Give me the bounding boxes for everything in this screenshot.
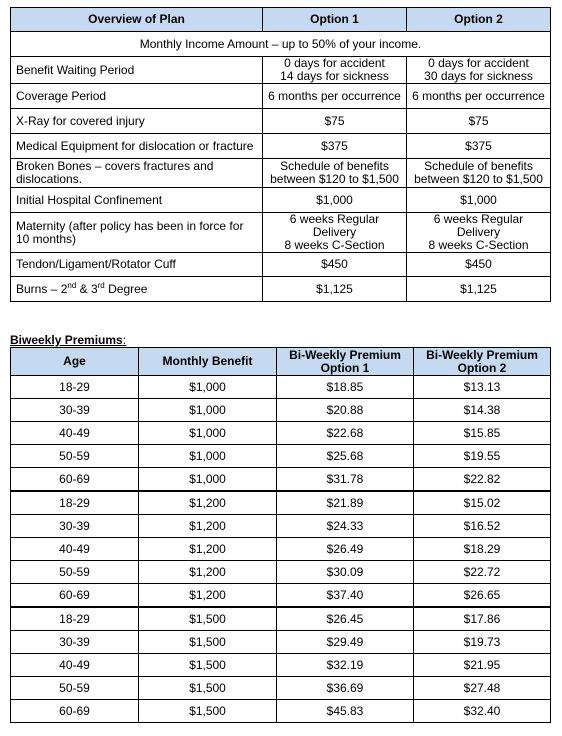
plan-row-label: Initial Hospital Confinement bbox=[11, 188, 263, 213]
premium-option-1: $36.69 bbox=[277, 677, 414, 700]
plan-row-option-1: $1,125 bbox=[263, 277, 407, 302]
burns-label-sup-rd: rd bbox=[97, 280, 105, 290]
premiums-title-text: Biweekly Premiums bbox=[10, 333, 123, 347]
premium-age: 60-69 bbox=[11, 584, 139, 608]
plan-row-option-2: 0 days for accident 30 days for sickness bbox=[407, 57, 551, 84]
premium-monthly-benefit: $1,500 bbox=[139, 677, 277, 700]
plan-row-label: X-Ray for covered injury bbox=[11, 109, 263, 134]
premium-option-1: $30.09 bbox=[277, 561, 414, 584]
premium-option-2: $19.73 bbox=[414, 631, 551, 654]
premium-option-2: $18.29 bbox=[414, 538, 551, 561]
premium-row bbox=[11, 654, 551, 677]
premium-option-2: $26.65 bbox=[414, 584, 551, 608]
plan-row-option-2: $1,125 bbox=[407, 277, 551, 302]
premium-monthly-benefit: $1,500 bbox=[139, 700, 277, 723]
plan-row bbox=[11, 134, 551, 159]
plan-row-option-2: $450 bbox=[407, 253, 551, 277]
premium-monthly-benefit: $1,000 bbox=[139, 399, 277, 422]
premium-monthly-benefit: $1,200 bbox=[139, 584, 277, 608]
premium-age: 18-29 bbox=[11, 376, 139, 399]
premium-row bbox=[11, 376, 551, 399]
burns-label-mid: & 3 bbox=[76, 281, 98, 296]
plan-row-label: Medical Equipment for dislocation or fracture bbox=[11, 134, 263, 159]
premium-option-1: $26.49 bbox=[277, 538, 414, 561]
premium-monthly-benefit: $1,200 bbox=[139, 538, 277, 561]
plan-row-option-1: $450 bbox=[263, 253, 407, 277]
premium-row bbox=[11, 700, 551, 723]
premium-option-2: $21.95 bbox=[414, 654, 551, 677]
premium-age: 40-49 bbox=[11, 654, 139, 677]
plan-row-option-1: 6 months per occurrence bbox=[263, 84, 407, 109]
biweekly-premiums-table bbox=[10, 347, 551, 723]
premium-row bbox=[11, 399, 551, 422]
premium-option-1: $37.40 bbox=[277, 584, 414, 608]
plan-row-burns bbox=[11, 277, 551, 302]
premium-age: 40-49 bbox=[11, 538, 139, 561]
premium-option-1: $26.45 bbox=[277, 607, 414, 631]
burns-label-suffix: Degree bbox=[104, 281, 148, 296]
premium-option-2: $15.02 bbox=[414, 491, 551, 515]
premium-option-2: $17.86 bbox=[414, 607, 551, 631]
plan-row-option-2: 6 months per occurrence bbox=[407, 84, 551, 109]
burns-label-sup-nd: nd bbox=[67, 280, 77, 290]
premium-option-2: $19.55 bbox=[414, 445, 551, 468]
premium-option-1: $29.49 bbox=[277, 631, 414, 654]
premium-monthly-benefit: $1,200 bbox=[139, 491, 277, 515]
plan-row-option-2: $75 bbox=[407, 109, 551, 134]
plan-row-label bbox=[11, 277, 263, 302]
premium-row bbox=[11, 607, 551, 631]
premium-monthly-benefit: $1,000 bbox=[139, 445, 277, 468]
premium-age: 30-39 bbox=[11, 399, 139, 422]
premium-option-2: $14.38 bbox=[414, 399, 551, 422]
premium-option-2: $32.40 bbox=[414, 700, 551, 723]
premium-age: 30-39 bbox=[11, 515, 139, 538]
plan-header-option-2: Option 2 bbox=[407, 8, 551, 32]
plan-overview-table bbox=[10, 7, 551, 302]
plan-note-row bbox=[11, 32, 551, 57]
premium-row bbox=[11, 468, 551, 492]
premium-option-2: $16.52 bbox=[414, 515, 551, 538]
plan-row-label: Coverage Period bbox=[11, 84, 263, 109]
premium-age: 18-29 bbox=[11, 607, 139, 631]
premium-option-2: $22.72 bbox=[414, 561, 551, 584]
premium-row bbox=[11, 445, 551, 468]
premium-monthly-benefit: $1,200 bbox=[139, 515, 277, 538]
premium-monthly-benefit: $1,500 bbox=[139, 654, 277, 677]
premiums-header-row bbox=[11, 348, 551, 376]
premium-age: 40-49 bbox=[11, 422, 139, 445]
premiums-header-option-1: Bi-Weekly Premium Option 1 bbox=[277, 348, 414, 376]
plan-row-label: Benefit Waiting Period bbox=[11, 57, 263, 84]
premium-monthly-benefit: $1,000 bbox=[139, 376, 277, 399]
plan-row-option-2: $1,000 bbox=[407, 188, 551, 213]
premium-age: 50-59 bbox=[11, 445, 139, 468]
premium-monthly-benefit: $1,500 bbox=[139, 631, 277, 654]
premiums-header-option-2: Bi-Weekly Premium Option 2 bbox=[414, 348, 551, 376]
plan-row-option-1: 6 weeks Regular Delivery 8 weeks C-Section bbox=[263, 213, 407, 253]
premium-age: 50-59 bbox=[11, 561, 139, 584]
plan-row-option-2: Schedule of benefits between $120 to $1,500 bbox=[407, 159, 551, 188]
plan-row bbox=[11, 213, 551, 253]
premium-option-1: $24.33 bbox=[277, 515, 414, 538]
premium-row bbox=[11, 631, 551, 654]
plan-row bbox=[11, 188, 551, 213]
premium-row bbox=[11, 561, 551, 584]
premium-row bbox=[11, 515, 551, 538]
premium-option-1: $20.88 bbox=[277, 399, 414, 422]
plan-row-option-2: $375 bbox=[407, 134, 551, 159]
plan-row bbox=[11, 109, 551, 134]
plan-row bbox=[11, 84, 551, 109]
premium-option-1: $22.68 bbox=[277, 422, 414, 445]
premium-option-1: $45.83 bbox=[277, 700, 414, 723]
plan-row-label: Tendon/Ligament/Rotator Cuff bbox=[11, 253, 263, 277]
premium-monthly-benefit: $1,000 bbox=[139, 422, 277, 445]
premium-option-2: $13.13 bbox=[414, 376, 551, 399]
plan-header-option-1: Option 1 bbox=[263, 8, 407, 32]
premiums-header-monthly-benefit: Monthly Benefit bbox=[139, 348, 277, 376]
premium-row bbox=[11, 422, 551, 445]
plan-row-label: Broken Bones – covers fractures and dislocations. bbox=[11, 159, 263, 188]
plan-row-option-1: $1,000 bbox=[263, 188, 407, 213]
premium-row bbox=[11, 491, 551, 515]
plan-header-overview: Overview of Plan bbox=[11, 8, 263, 32]
premium-option-1: $31.78 bbox=[277, 468, 414, 492]
premium-monthly-benefit: $1,000 bbox=[139, 468, 277, 492]
premium-age: 60-69 bbox=[11, 468, 139, 492]
premium-option-2: $27.48 bbox=[414, 677, 551, 700]
plan-row-label: Maternity (after policy has been in force for 10 months) bbox=[11, 213, 263, 253]
premium-option-1: $21.89 bbox=[277, 491, 414, 515]
premium-option-1: $32.19 bbox=[277, 654, 414, 677]
premium-row bbox=[11, 538, 551, 561]
premium-monthly-benefit: $1,500 bbox=[139, 607, 277, 631]
premium-option-1: $18.85 bbox=[277, 376, 414, 399]
premium-row bbox=[11, 584, 551, 608]
biweekly-premiums-title bbox=[10, 333, 126, 347]
premium-age: 60-69 bbox=[11, 700, 139, 723]
monthly-income-note: Monthly Income Amount – up to 50% of your income. bbox=[11, 32, 551, 57]
plan-row bbox=[11, 57, 551, 84]
plan-row-option-1: Schedule of benefits between $120 to $1,500 bbox=[263, 159, 407, 188]
premium-age: 30-39 bbox=[11, 631, 139, 654]
plan-header-row bbox=[11, 8, 551, 32]
premiums-title-colon: : bbox=[122, 333, 127, 347]
plan-row-option-1: 0 days for accident 14 days for sickness bbox=[263, 57, 407, 84]
premium-row bbox=[11, 677, 551, 700]
premium-age: 18-29 bbox=[11, 491, 139, 515]
premium-option-1: $25.68 bbox=[277, 445, 414, 468]
plan-row-option-1: $75 bbox=[263, 109, 407, 134]
burns-label-prefix: Burns – 2 bbox=[16, 281, 68, 296]
plan-row-option-2: 6 weeks Regular Delivery 8 weeks C-Section bbox=[407, 213, 551, 253]
premium-option-2: $22.82 bbox=[414, 468, 551, 492]
plan-row-option-1: $375 bbox=[263, 134, 407, 159]
premium-monthly-benefit: $1,200 bbox=[139, 561, 277, 584]
plan-row bbox=[11, 253, 551, 277]
premium-option-2: $15.85 bbox=[414, 422, 551, 445]
premium-age: 50-59 bbox=[11, 677, 139, 700]
premiums-header-age: Age bbox=[11, 348, 139, 376]
plan-row bbox=[11, 159, 551, 188]
